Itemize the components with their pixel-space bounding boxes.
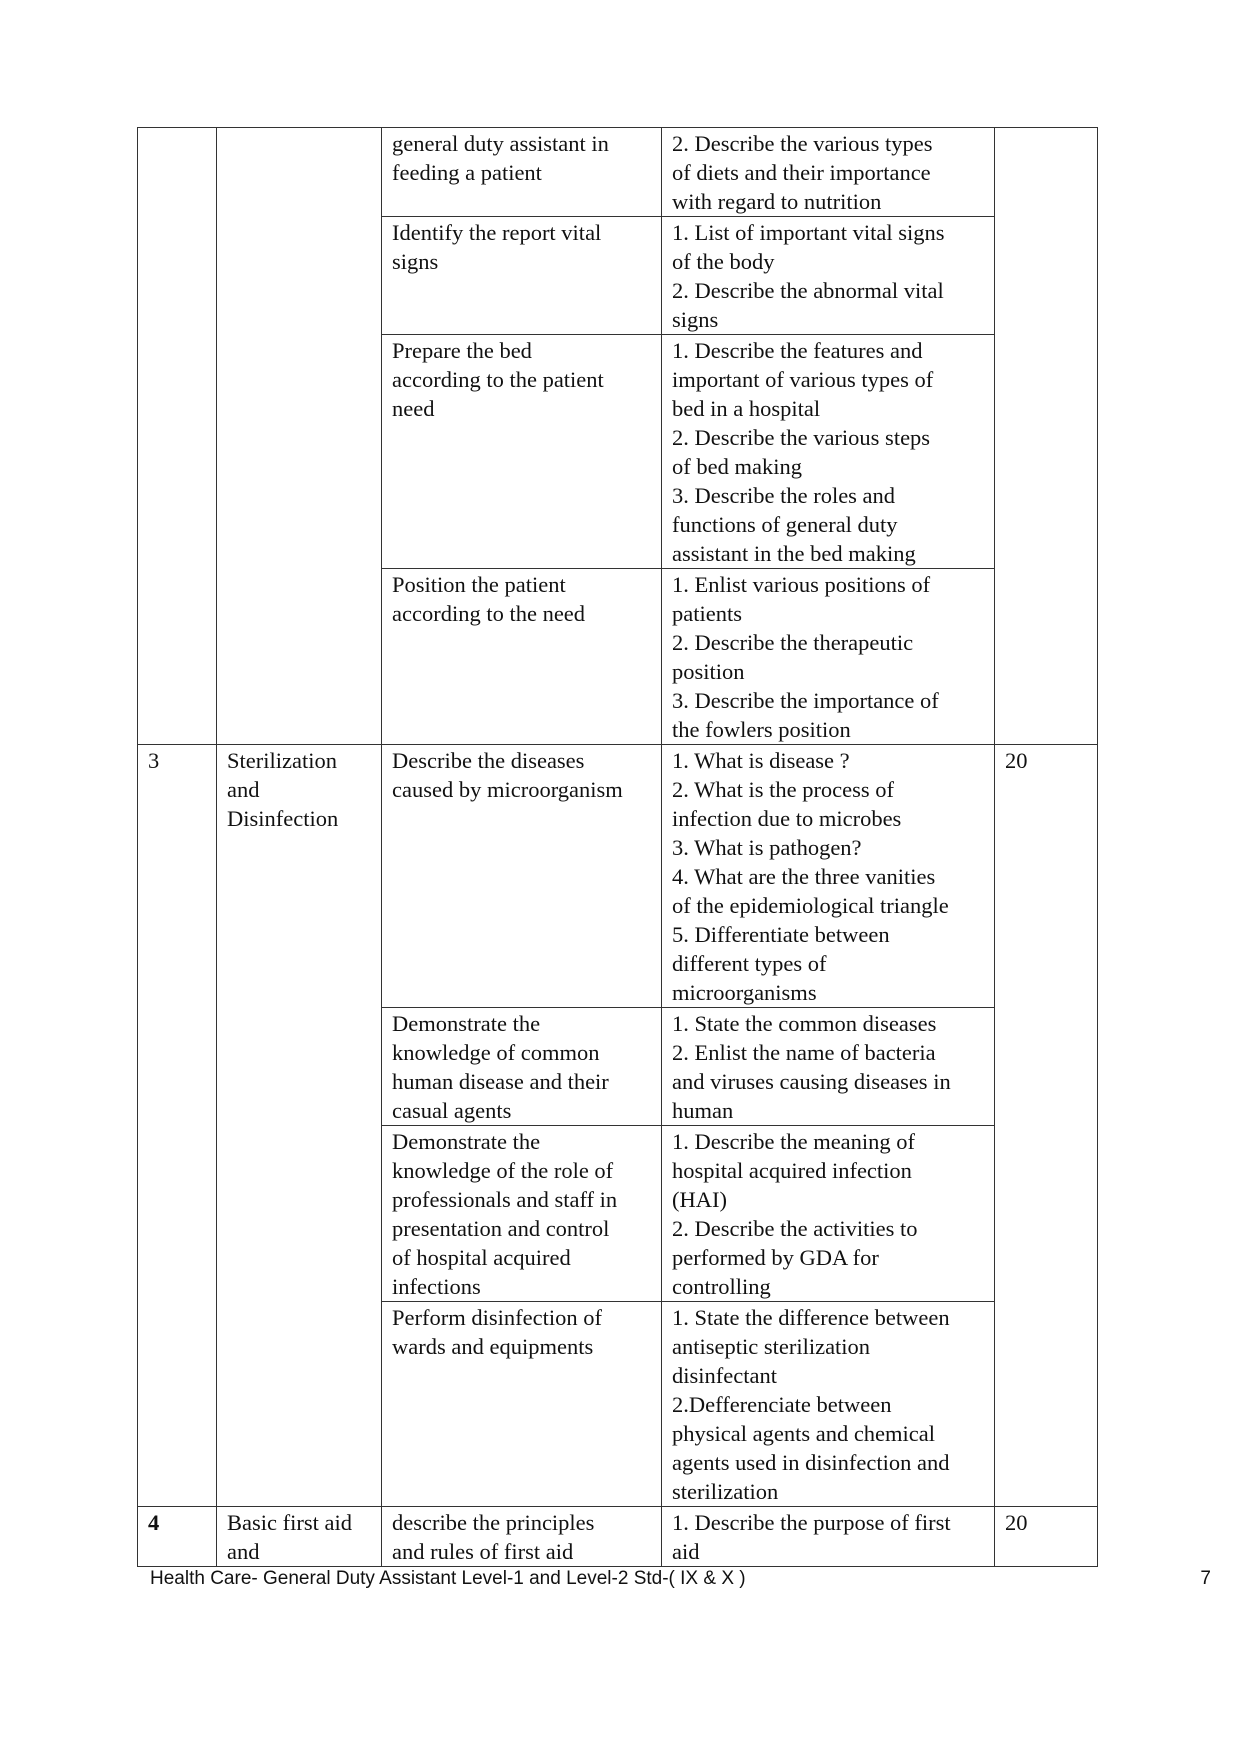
curriculum-table bbox=[137, 127, 1098, 1567]
learning-outcome-cell bbox=[382, 1126, 662, 1302]
learning-outcome-cell bbox=[382, 745, 662, 1008]
table-row bbox=[138, 745, 1098, 1008]
learning-outcome-cell-line: knowledge of common bbox=[392, 1040, 600, 1065]
assessment-criteria-cell-line: of the body bbox=[672, 249, 775, 274]
assessment-criteria-cell-line: 1. State the difference between bbox=[672, 1305, 950, 1330]
learning-outcome-cell-line: Identify the report vital bbox=[392, 220, 602, 245]
module-name-cell-line: Sterilization bbox=[227, 748, 337, 773]
assessment-criteria-cell-line: 3. What is pathogen? bbox=[672, 835, 862, 860]
assessment-criteria-cell-line: sterilization bbox=[672, 1479, 779, 1504]
assessment-criteria-cell-line: antiseptic sterilization bbox=[672, 1334, 871, 1359]
assessment-criteria-cell-line: functions of general duty bbox=[672, 512, 898, 537]
learning-outcome-cell-line: Position the patient bbox=[392, 572, 566, 597]
module-name-cell bbox=[217, 128, 382, 745]
hours-cell: 20 bbox=[995, 1507, 1098, 1567]
learning-outcome-cell-line: general duty assistant in bbox=[392, 131, 609, 156]
assessment-criteria-cell-line: physical agents and chemical bbox=[672, 1421, 936, 1446]
assessment-criteria-cell-line: 3. Describe the roles and bbox=[672, 483, 896, 508]
assessment-criteria-cell-line: hospital acquired infection bbox=[672, 1158, 912, 1183]
assessment-criteria-cell-line: position bbox=[672, 659, 745, 684]
learning-outcome-cell-line: of hospital acquired bbox=[392, 1245, 571, 1270]
assessment-criteria-cell bbox=[662, 569, 995, 745]
learning-outcome-cell bbox=[382, 569, 662, 745]
page-number: 7 bbox=[1200, 1568, 1211, 1589]
learning-outcome-cell-line: according to the need bbox=[392, 601, 586, 626]
learning-outcome-cell-line: caused by microorganism bbox=[392, 777, 623, 802]
assessment-criteria-cell-line: 2. Describe the activities to bbox=[672, 1216, 918, 1241]
assessment-criteria-cell-line: with regard to nutrition bbox=[672, 189, 882, 214]
assessment-criteria-cell-line: microorganisms bbox=[672, 980, 817, 1005]
assessment-criteria-cell bbox=[662, 217, 995, 335]
hours-cell: 20 bbox=[995, 745, 1098, 1507]
assessment-criteria-cell-line: infection due to microbes bbox=[672, 806, 902, 831]
module-name-cell-line: Disinfection bbox=[227, 806, 339, 831]
assessment-criteria-cell-line: of bed making bbox=[672, 454, 802, 479]
assessment-criteria-cell bbox=[662, 1302, 995, 1507]
module-number-cell: 4 bbox=[138, 1507, 217, 1567]
module-name-cell bbox=[217, 1507, 382, 1567]
assessment-criteria-cell-line: 1. List of important vital signs bbox=[672, 220, 945, 245]
assessment-criteria-cell-line: important of various types of bbox=[672, 367, 934, 392]
assessment-criteria-cell-line: different types of bbox=[672, 951, 827, 976]
assessment-criteria-cell-line: disinfectant bbox=[672, 1363, 777, 1388]
assessment-criteria-cell bbox=[662, 1008, 995, 1126]
learning-outcome-cell bbox=[382, 128, 662, 217]
learning-outcome-cell-line: need bbox=[392, 396, 435, 421]
learning-outcome-cell-line: professionals and staff in bbox=[392, 1187, 618, 1212]
assessment-criteria-cell-line: patients bbox=[672, 601, 742, 626]
assessment-criteria-cell-line: 2. What is the process of bbox=[672, 777, 895, 802]
assessment-criteria-cell-line: 2. Describe the various types bbox=[672, 131, 933, 156]
learning-outcome-cell-line: Perform disinfection of bbox=[392, 1305, 602, 1330]
learning-outcome-cell-line: Prepare the bed bbox=[392, 338, 532, 363]
table-row bbox=[138, 128, 1098, 217]
learning-outcome-cell-line: presentation and control bbox=[392, 1216, 610, 1241]
assessment-criteria-cell-line: 1. Enlist various positions of bbox=[672, 572, 931, 597]
assessment-criteria-cell-line: the fowlers position bbox=[672, 717, 851, 742]
learning-outcome-cell-line: Demonstrate the bbox=[392, 1129, 541, 1154]
learning-outcome-cell-line: Describe the diseases bbox=[392, 748, 585, 773]
module-number-cell bbox=[138, 128, 217, 745]
assessment-criteria-cell bbox=[662, 1507, 995, 1567]
table-row bbox=[138, 1507, 1098, 1567]
module-name-cell-line: Basic first aid bbox=[227, 1510, 352, 1535]
assessment-criteria-cell-line: 2.Defferenciate between bbox=[672, 1392, 892, 1417]
assessment-criteria-cell-line: 2. Describe the various steps bbox=[672, 425, 931, 450]
assessment-criteria-cell-line: performed by GDA for bbox=[672, 1245, 879, 1270]
assessment-criteria-cell-line: human bbox=[672, 1098, 734, 1123]
assessment-criteria-cell-line: aid bbox=[672, 1539, 700, 1564]
assessment-criteria-cell-line: 3. Describe the importance of bbox=[672, 688, 939, 713]
learning-outcome-cell-line: knowledge of the role of bbox=[392, 1158, 614, 1183]
assessment-criteria-cell bbox=[662, 1126, 995, 1302]
module-name-cell bbox=[217, 745, 382, 1507]
module-name-cell-line: and bbox=[227, 1539, 260, 1564]
learning-outcome-cell-line: according to the patient bbox=[392, 367, 604, 392]
assessment-criteria-cell-line: controlling bbox=[672, 1274, 771, 1299]
assessment-criteria-cell-line: 1. What is disease ? bbox=[672, 748, 850, 773]
learning-outcome-cell-line: casual agents bbox=[392, 1098, 512, 1123]
assessment-criteria-cell-line: 1. Describe the features and bbox=[672, 338, 923, 363]
assessment-criteria-cell-line: assistant in the bed making bbox=[672, 541, 916, 566]
assessment-criteria-cell-line: (HAI) bbox=[672, 1187, 727, 1212]
learning-outcome-cell-line: feeding a patient bbox=[392, 160, 542, 185]
assessment-criteria-cell-line: 1. Describe the purpose of first bbox=[672, 1510, 951, 1535]
page-footer: Health Care- General Duty Assistant Level-1 and Level-2 Std-( IX & X ) bbox=[150, 1568, 746, 1589]
assessment-criteria-cell-line: 5. Differentiate between bbox=[672, 922, 890, 947]
module-name-cell-line: and bbox=[227, 777, 260, 802]
learning-outcome-cell-line: human disease and their bbox=[392, 1069, 609, 1094]
assessment-criteria-cell bbox=[662, 335, 995, 569]
learning-outcome-cell bbox=[382, 1507, 662, 1567]
learning-outcome-cell-line: describe the principles bbox=[392, 1510, 595, 1535]
assessment-criteria-cell-line: 1. Describe the meaning of bbox=[672, 1129, 916, 1154]
learning-outcome-cell-line: infections bbox=[392, 1274, 481, 1299]
learning-outcome-cell-line: and rules of first aid bbox=[392, 1539, 574, 1564]
assessment-criteria-cell-line: 2. Describe the abnormal vital bbox=[672, 278, 944, 303]
assessment-criteria-cell-line: and viruses causing diseases in bbox=[672, 1069, 951, 1094]
learning-outcome-cell bbox=[382, 217, 662, 335]
learning-outcome-cell-line: wards and equipments bbox=[392, 1334, 594, 1359]
assessment-criteria-cell-line: 4. What are the three vanities bbox=[672, 864, 936, 889]
assessment-criteria-cell bbox=[662, 128, 995, 217]
hours-cell bbox=[995, 128, 1098, 745]
learning-outcome-cell-line: signs bbox=[392, 249, 439, 274]
assessment-criteria-cell-line: signs bbox=[672, 307, 719, 332]
assessment-criteria-cell-line: 2. Enlist the name of bacteria bbox=[672, 1040, 936, 1065]
learning-outcome-cell bbox=[382, 1302, 662, 1507]
assessment-criteria-cell bbox=[662, 745, 995, 1008]
learning-outcome-cell bbox=[382, 1008, 662, 1126]
assessment-criteria-cell-line: of diets and their importance bbox=[672, 160, 931, 185]
learning-outcome-cell-line: Demonstrate the bbox=[392, 1011, 541, 1036]
assessment-criteria-cell-line: agents used in disinfection and bbox=[672, 1450, 950, 1475]
assessment-criteria-cell-line: of the epidemiological triangle bbox=[672, 893, 949, 918]
assessment-criteria-cell-line: bed in a hospital bbox=[672, 396, 821, 421]
module-number-cell: 3 bbox=[138, 745, 217, 1507]
learning-outcome-cell bbox=[382, 335, 662, 569]
assessment-criteria-cell-line: 1. State the common diseases bbox=[672, 1011, 937, 1036]
assessment-criteria-cell-line: 2. Describe the therapeutic bbox=[672, 630, 914, 655]
curriculum-table-body bbox=[138, 128, 1098, 1567]
